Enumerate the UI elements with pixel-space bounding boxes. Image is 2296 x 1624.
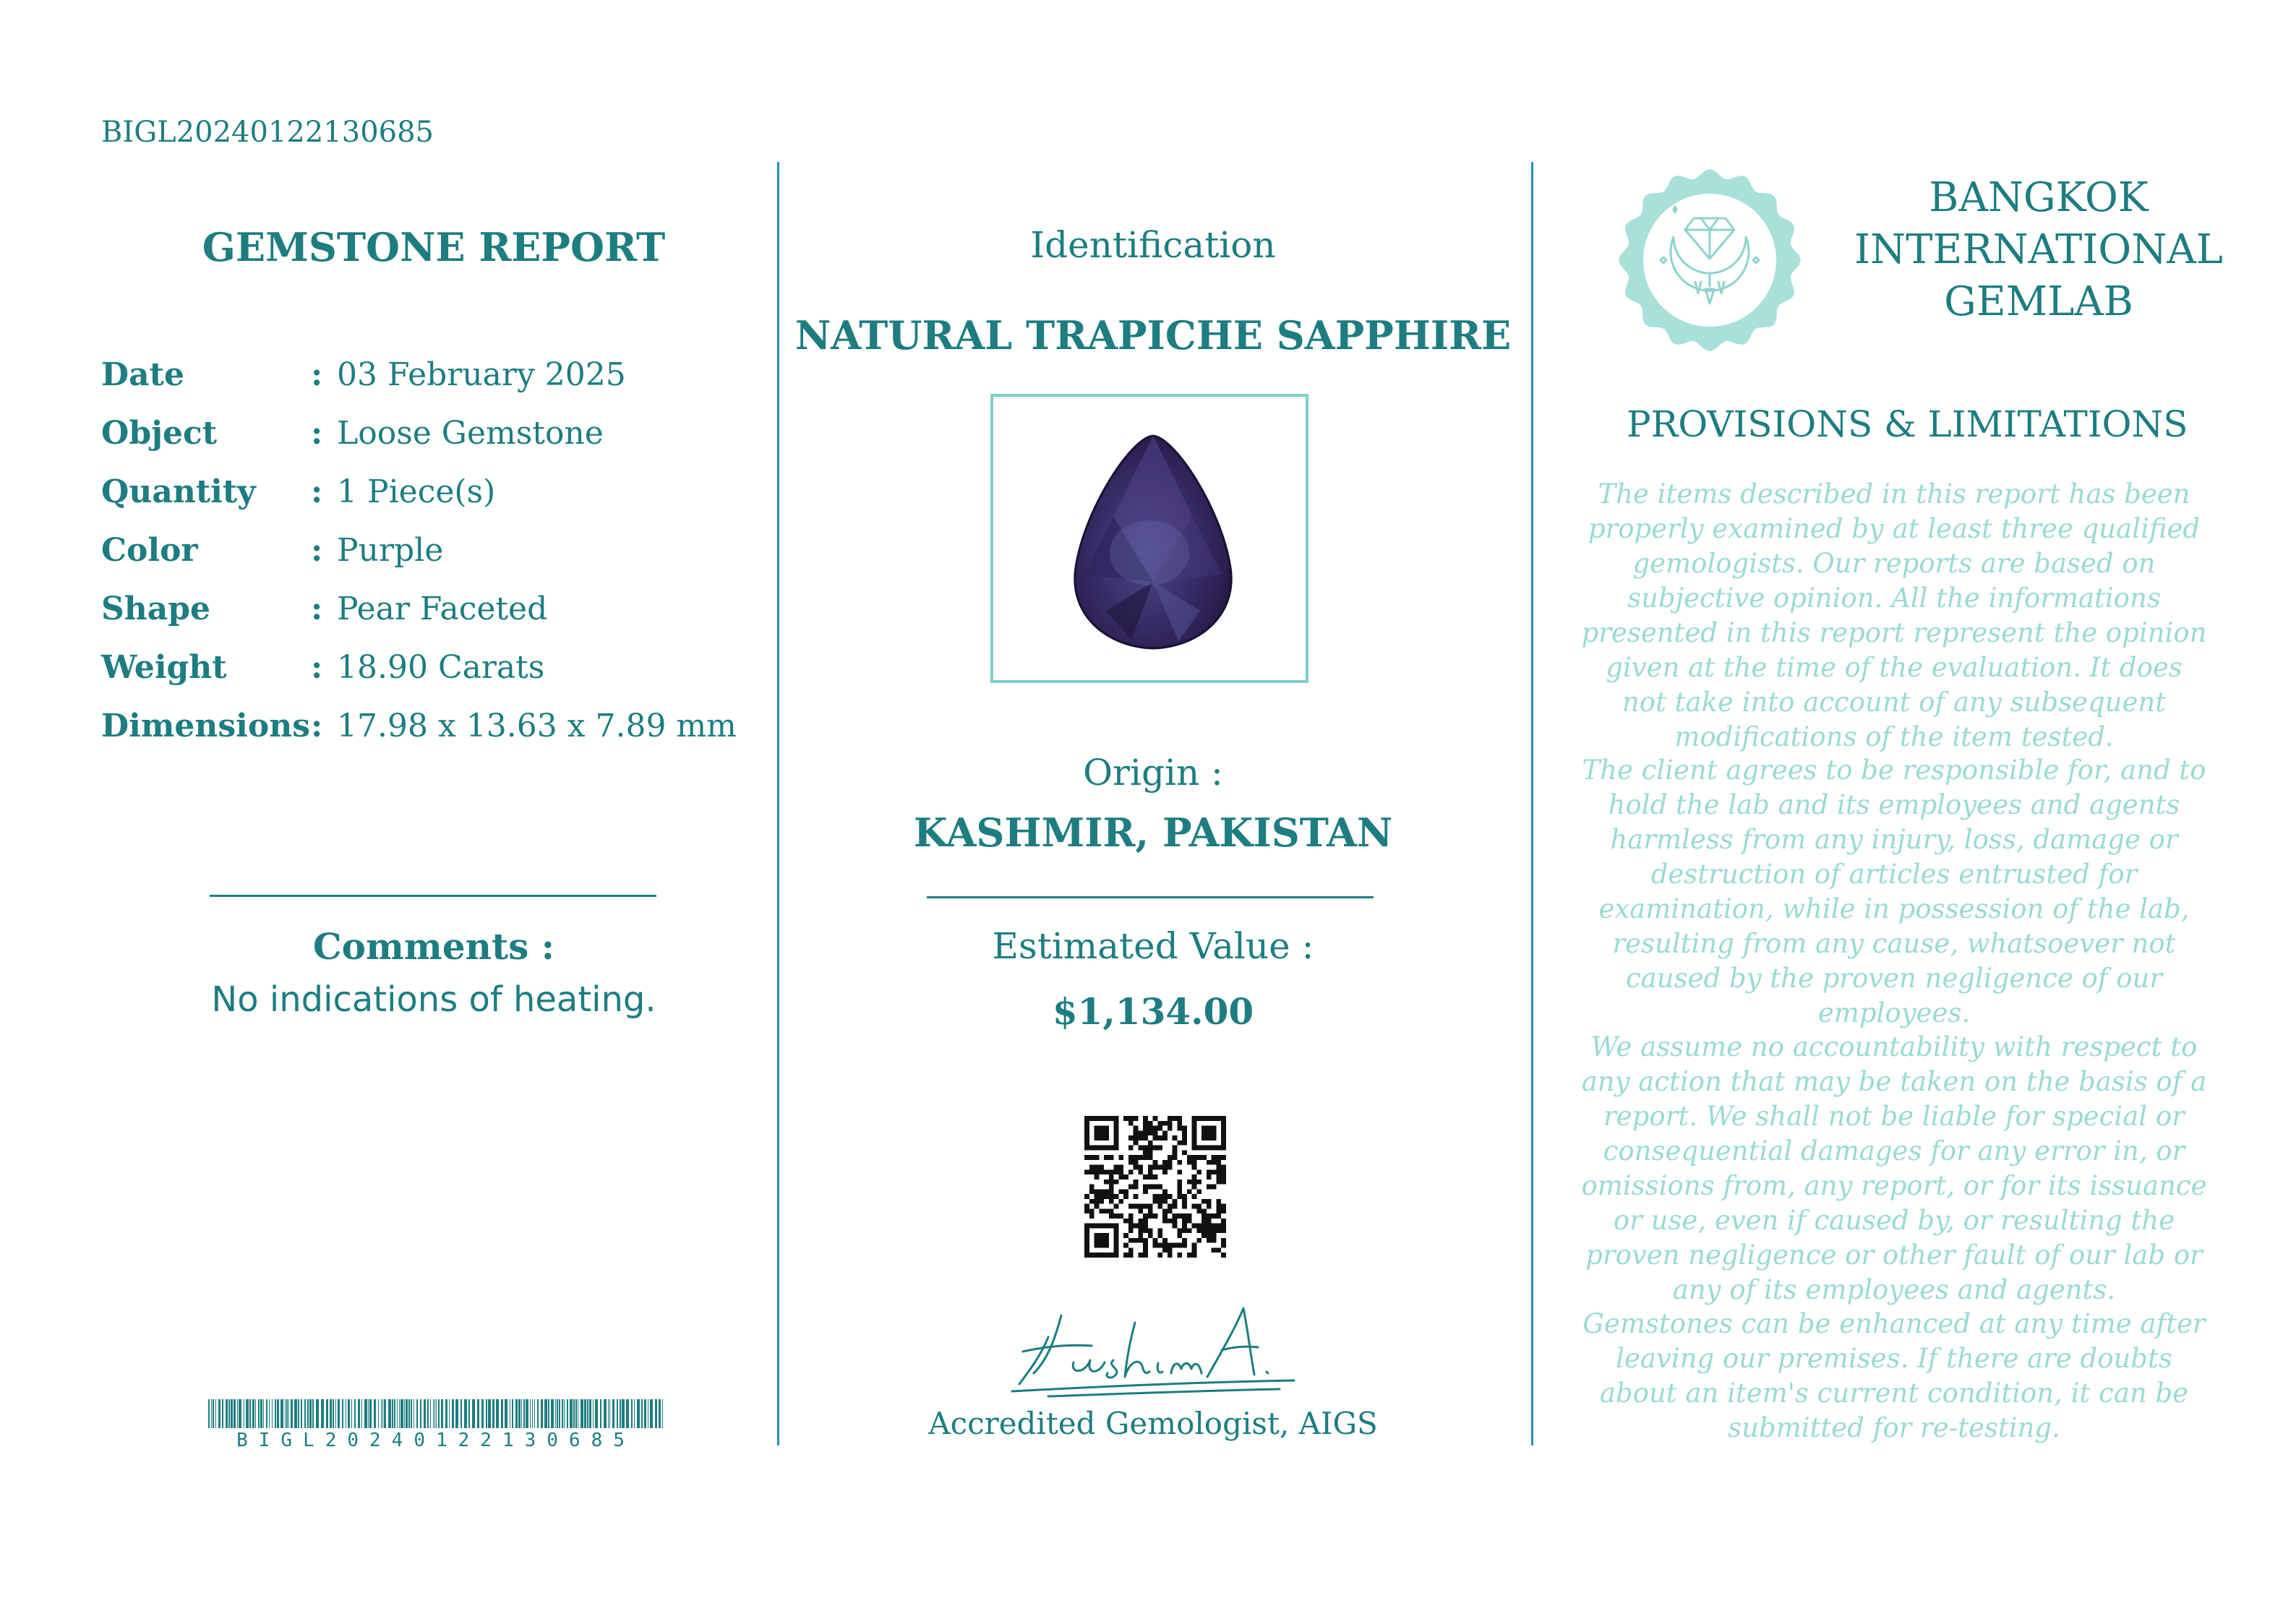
field-colon: : [311, 708, 323, 744]
value-divider [927, 896, 1374, 898]
field-quantity [101, 463, 737, 521]
gem-photo [1063, 430, 1243, 654]
field-label: Date [101, 356, 184, 393]
gemstone-details [101, 345, 737, 755]
provisions-title: PROVISIONS & LIMITATIONS [1627, 403, 2188, 445]
report-title: GEMSTONE REPORT [202, 224, 666, 270]
comments-title: Comments : [312, 925, 555, 968]
field-label: Quantity [101, 473, 256, 510]
gem-crescent-seal-icon [1616, 166, 1804, 354]
qr-code-icon[interactable] [1084, 1116, 1226, 1258]
field-value: Pear Faceted [337, 590, 548, 627]
field-label: Object [101, 415, 218, 452]
barcode-text: BIGL20240122130685 [236, 1430, 635, 1451]
field-weight [101, 638, 737, 697]
provisions-paragraph: Gemstones can be enhanced at any time after leaving our premises. If there are doubts about an item's current condition, it can be submitted for re-testing. [1582, 1308, 2206, 1443]
field-object [101, 404, 737, 463]
field-dimensions [101, 697, 737, 755]
lab-name-line: GEMLAB [1944, 278, 2133, 325]
gemologist-caption: Accredited Gemologist, AIGS [928, 1406, 1378, 1441]
origin-label: Origin : [1083, 752, 1223, 794]
provisions-paragraph: We assume no accountability with respect to any action that may be taken on the basis of a report. We shall not be liable for special or consequential damages for any error in, or omissions from, any report, or for its issuance or use, even if caused by, or resulting the proven negligence or other fault of our lab or any of its employees and agents. [1581, 1031, 2207, 1305]
identification-value: NATURAL TRAPICHE SAPPHIRE [794, 312, 1512, 358]
field-value: Purple [337, 532, 444, 569]
column-divider-left [777, 162, 779, 1445]
provisions-paragraph: The items described in this report has been properly examined by at least three qualified gemologists. Our reports are based on subjective opinion. All the informations presented in this report represent the opinion given at the time of the evaluation. It does not take into account of any subsequent modifications of the item tested. [1581, 478, 2207, 752]
report-number: BIGL20240122130685 [101, 116, 434, 149]
estimated-value-label: Estimated Value : [992, 925, 1314, 967]
field-value: 03 February 2025 [337, 356, 626, 393]
field-label: Dimensions [101, 708, 311, 744]
barcode-icon [208, 1399, 664, 1428]
field-colon: : [311, 590, 323, 627]
field-colon: : [311, 356, 323, 393]
field-label: Weight [101, 649, 227, 686]
column-divider-right [1531, 162, 1533, 1445]
lab-name [1851, 172, 2227, 328]
field-label: Color [101, 532, 198, 569]
field-value: 1 Piece(s) [337, 473, 496, 510]
field-colon: : [311, 415, 323, 452]
comments-divider [210, 895, 656, 897]
field-color [101, 521, 737, 580]
field-date [101, 345, 737, 404]
identification-label: Identification [1030, 224, 1276, 266]
field-value: 18.90 Carats [337, 649, 545, 686]
field-value: 17.98 x 13.63 x 7.89 mm [337, 708, 737, 744]
field-label: Shape [101, 590, 211, 627]
field-colon: : [311, 649, 323, 686]
provisions-paragraph: The client agrees to be responsible for, and to hold the lab and its employees and agents harmless from any injury, loss, damage or destruction of articles entrusted for examination, while in possession of the lab, resulting from any cause, whatsoever not caused by the proven negligence of our employees. [1582, 755, 2206, 1028]
comments-text: No indications of heating. [211, 979, 656, 1020]
origin-value: KASHMIR, PAKISTAN [913, 809, 1393, 856]
estimated-value: $1,134.00 [1052, 990, 1254, 1033]
gemologist-signature [1005, 1294, 1301, 1402]
field-shape [101, 580, 737, 638]
lab-name-line: INTERNATIONAL [1854, 226, 2223, 273]
lab-name-line: BANGKOK [1929, 174, 2149, 221]
field-value: Loose Gemstone [337, 415, 604, 452]
field-colon: : [311, 532, 323, 569]
field-colon: : [311, 473, 323, 510]
